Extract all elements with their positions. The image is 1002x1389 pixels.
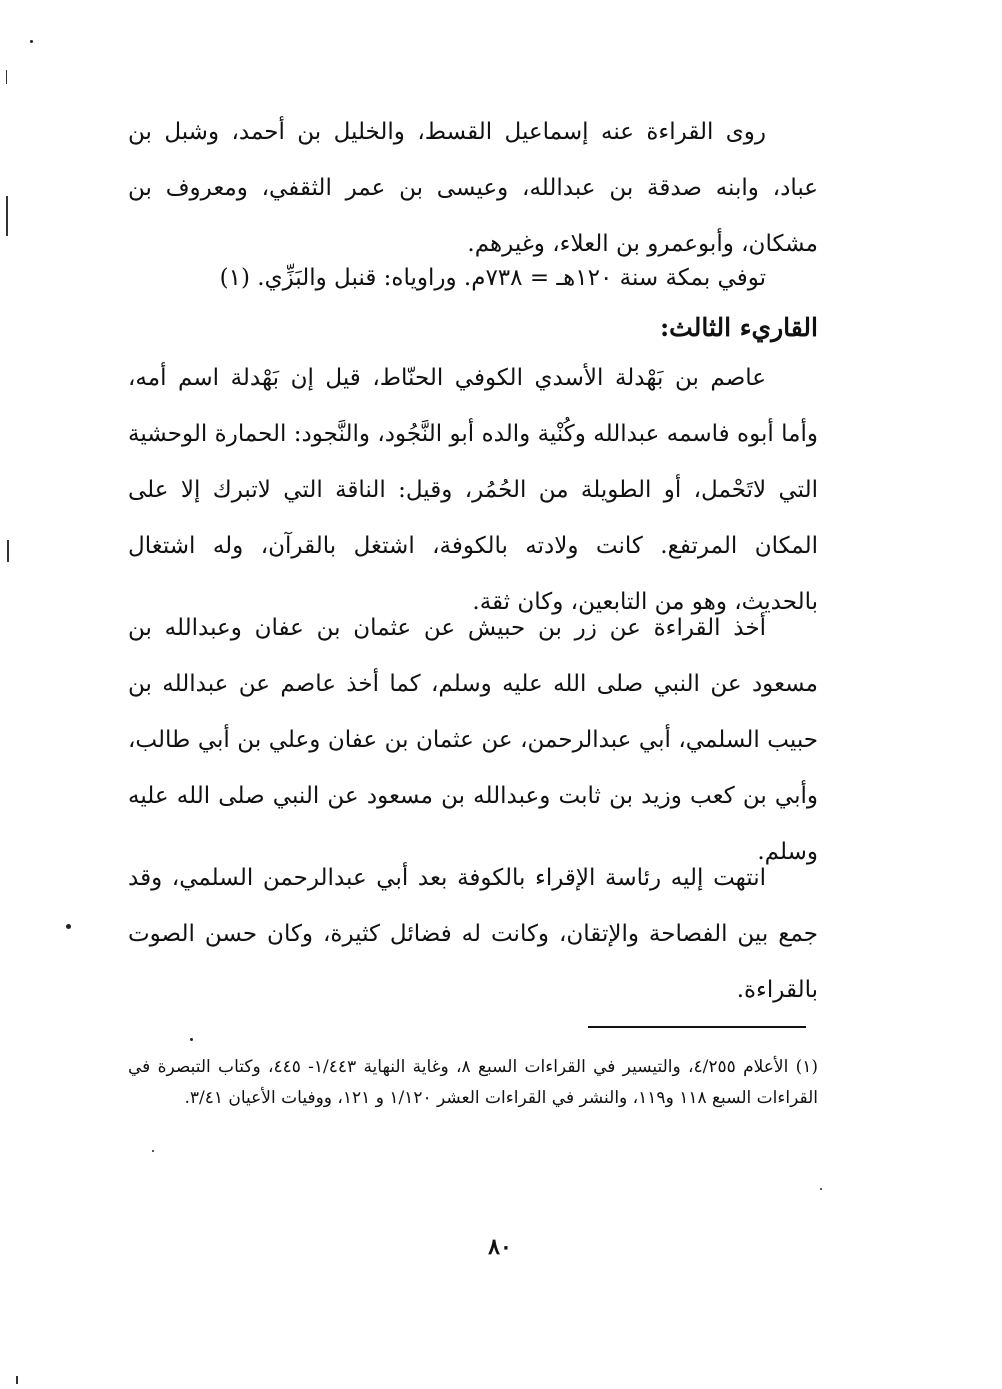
- scan-speck: [66, 924, 71, 929]
- paragraph-asim-leadership: [128, 850, 818, 1018]
- scan-speck: [152, 1150, 154, 1152]
- paragraph-asim-bio: [128, 350, 818, 630]
- paragraph-asim-teachers: [128, 600, 818, 880]
- paragraph-asim-bio-text: عاصم بن بَهْدلة الأسدي الكوفي الحنّاط، قيل إن بَهْدلة اسم أمه، وأما أبوه فاسمه عبدالله وكُنْية والده أبو النَّجُود، والنَّجود: الحمارة الوحشية التي لاتَحْمل، أو الطويلة من الحُمُر، وقيل: الناقة التي لاتبرك إلا على المكان المرتفع. كانت ولادته بالكوفة، اشتغل بالقرآن، وله اشتغال بالحديث، وهو من التابعين، وكان ثقة.: [128, 365, 818, 615]
- paragraph-death-date-text: توفي بمكة سنة ١٢٠هـ = ٧٣٨م. وراوياه: قنبل والبَزِّي. (١): [219, 265, 766, 291]
- page-number: ٨٠: [488, 1234, 512, 1260]
- paragraph-death-date: [128, 250, 818, 306]
- footnote: (١) الأعلام ٤/٢٥٥، والتيسير في القراءات السبع ٨، وغاية النهاية ١/٤٤٣- ٤٤٥، وكتاب التبصرة في القراءات السبع ١١٨ و١١٩، والنشر في القراءات العشر ١/١٢٠ و ١٢١، ووفيات الأعيان ٣/٤١.: [128, 1057, 818, 1108]
- section-heading: القاريء الثالث:: [659, 313, 818, 342]
- scan-speck: [820, 1188, 822, 1190]
- paragraph-asim-teachers-text: أخذ القراءة عن زر بن حبيش عن عثمان بن عفان وعبدالله بن مسعود عن النبي صلى الله عليه وسلم، كما أخذ عاصم عن عبدالله بن حبيب السلمي، أبي عبدالرحمن، عن عثمان بن عفان وعلي بن أبي طالب، وأبي بن كعب وزيد بن ثابت وعبدالله بن مسعود عن النبي صلى الله عليه وسلم.: [128, 615, 818, 865]
- footnote-divider: [588, 1026, 806, 1028]
- scan-speck: [30, 40, 33, 43]
- paragraph-transmitters: [128, 104, 818, 272]
- paragraph-asim-leadership-text: انتهت إليه رئاسة الإقراء بالكوفة بعد أبي عبدالرحمن السلمي، وقد جمع بين الفصاحة والإتقان، وكانت له فضائل كثيرة، وكان حسن الصوت بالقراءة.: [128, 865, 818, 1003]
- scan-edge-mark: [6, 70, 7, 84]
- scan-edge-mark: [6, 196, 8, 236]
- scan-speck: [190, 1038, 193, 1041]
- paragraph-transmitters-text: روى القراءة عنه إسماعيل القسط، والخليل بن أحمد، وشبل بن عباد، وابنه صدقة بن عبدالله، وعيسى بن عمر الثقفي، ومعروف بن مشكان، وأبوعمرو بن العلاء، وغيرهم.: [128, 119, 818, 257]
- scan-edge-mark: [16, 1376, 18, 1384]
- scan-edge-mark: [7, 540, 9, 562]
